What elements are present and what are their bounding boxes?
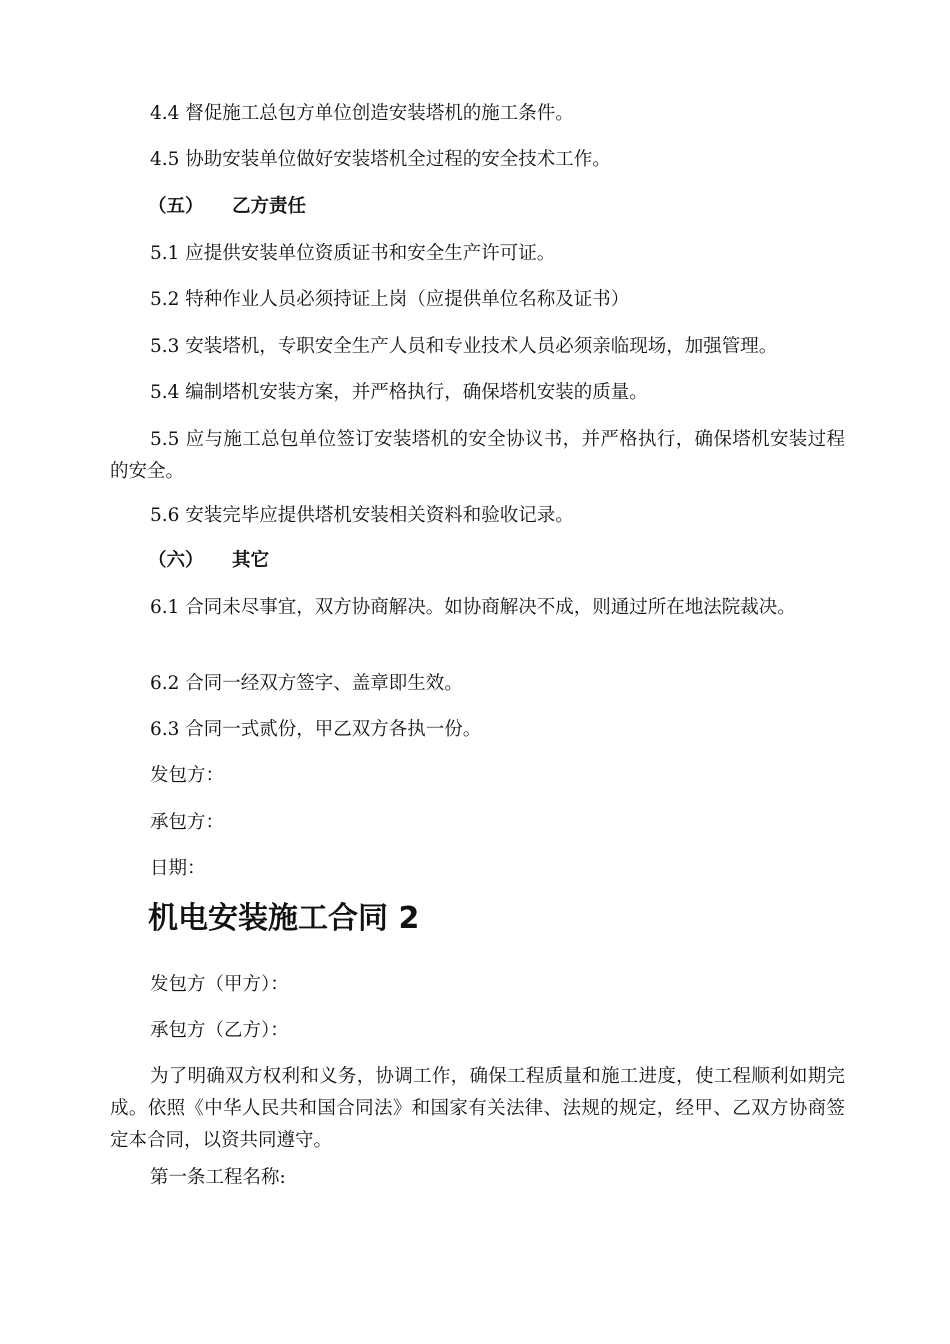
clause-4-4: 4.4 督促施工总包方单位创造安装塔机的施工条件。 — [150, 103, 574, 124]
clause-6-3: 6.3 合同一式贰份，甲乙双方各执一份。 — [150, 719, 482, 740]
contract-preamble: 为了明确双方权利和义务，协调工作，确保工程质量和施工进度，使工程顺利如期完成。依照《中华人民共和国合同法》和国家有关法律、法规的规定，经甲、乙双方协商签定本合同，以资共同遵守。 — [110, 1066, 845, 1151]
section-6-heading — [148, 545, 269, 577]
section-5-number: （五） — [148, 196, 204, 217]
clause-5-5: 5.5 应与施工总包单位签订安装塔机的安全协议书，并严格执行，确保塔机安装过程的安全。 — [110, 429, 845, 482]
employer-signature-label: 发包方： — [150, 765, 225, 786]
section-6-title: 其它 — [232, 550, 270, 571]
section-5-title: 乙方责任 — [232, 196, 307, 217]
clause-5-2: 5.2 特种作业人员必须持证上岗（应提供单位名称及证书） — [150, 289, 630, 310]
clause-5-6: 5.6 安装完毕应提供塔机安装相关资料和验收记录。 — [150, 505, 574, 526]
contractor-signature-label: 承包方： — [150, 812, 225, 833]
contract-2-title: 机电安装施工合同 2 — [148, 901, 420, 936]
clause-5-3: 5.3 安装塔机，专职安全生产人员和专业技术人员必须亲临现场，加强管理。 — [150, 336, 778, 357]
party-b-label: 承包方（乙方）： — [150, 1020, 289, 1041]
article-1-project-name: 第一条工程名称: — [150, 1167, 286, 1188]
clause-4-5: 4.5 协助安装单位做好安装塔机全过程的安全技术工作。 — [150, 149, 611, 170]
clause-6-1: 6.1 合同未尽事宜，双方协商解决。如协商解决不成，则通过所在地法院裁决。 — [150, 597, 796, 618]
clause-6-2: 6.2 合同一经双方签字、盖章即生效。 — [150, 673, 463, 694]
clause-5-4: 5.4 编制塔机安装方案，并严格执行，确保塔机安装的质量。 — [150, 382, 648, 403]
section-5-heading — [148, 191, 306, 223]
party-a-label: 发包方（甲方）： — [150, 974, 289, 995]
date-label: 日期： — [150, 858, 206, 879]
section-6-number: （六） — [148, 550, 204, 571]
clause-5-1: 5.1 应提供安装单位资质证书和安全生产许可证。 — [150, 243, 556, 264]
